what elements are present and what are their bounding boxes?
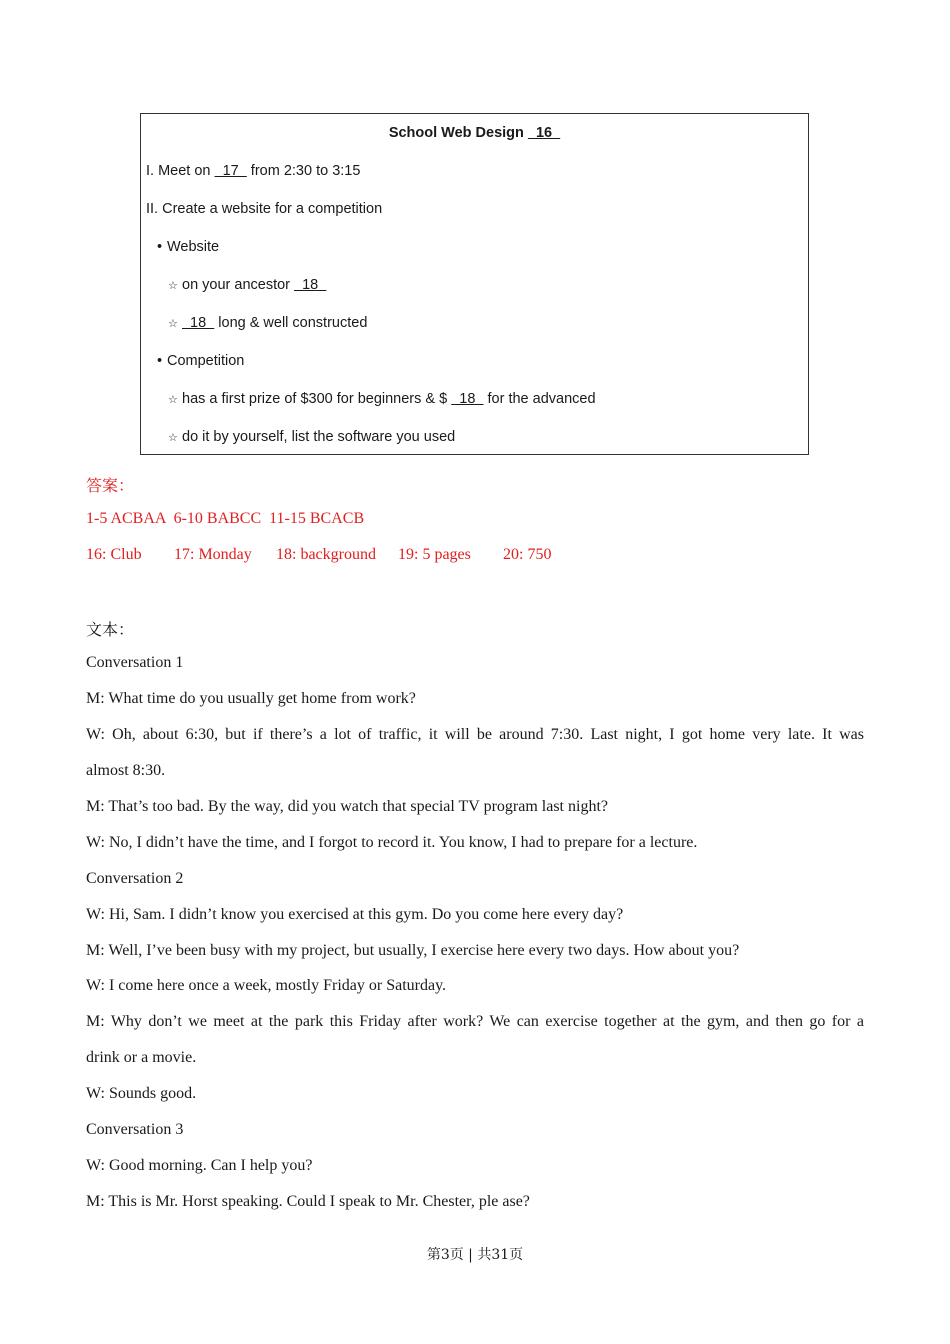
blank-18a: 18 xyxy=(294,277,327,293)
meet-line: I. Meet on 17 from 2:30 to 3:15 xyxy=(146,163,361,179)
answer-20: 20: 750 xyxy=(503,546,552,563)
blank-18c: 18 xyxy=(451,391,484,407)
transcript-line: M: What time do you usually get home from work? xyxy=(86,690,416,707)
blank-18b: 18 xyxy=(182,315,215,331)
conversation-2-heading: Conversation 2 xyxy=(86,870,184,887)
section-2-heading: II. Create a website for a competition xyxy=(146,201,383,217)
transcript-line: W: Oh, about 6:30, but if there’s a lot of traffic, it will be around 7:30. Last night, I got home very late. It was xyxy=(86,726,864,743)
star-icon: ☆ xyxy=(168,318,178,330)
star-icon: ☆ xyxy=(168,432,178,444)
transcript-line: almost 8:30. xyxy=(86,762,166,779)
blank-17: 17 xyxy=(214,163,247,179)
bullet-icon: • xyxy=(157,353,163,369)
page-footer: 第3页 | 共31页 xyxy=(426,1247,524,1263)
prize-item: ☆ has a first prize of $300 for beginners & $ 18 for the advanced xyxy=(168,391,596,407)
blank-16: 16 xyxy=(527,125,561,141)
transcript-line: M: That’s too bad. By the way, did you watch that special TV program last night? xyxy=(86,798,608,815)
transcript-line: W: I come here once a week, mostly Friday or Saturday. xyxy=(86,977,447,994)
transcript-heading: 文本： xyxy=(86,622,135,639)
answers-heading: 答案： xyxy=(86,478,135,495)
transcript-line: W: Good morning. Can I help you? xyxy=(86,1157,313,1174)
yourself-item: ☆ do it by yourself, list the software you used xyxy=(168,429,456,445)
star-icon: ☆ xyxy=(168,280,178,292)
answer-16: 16: Club xyxy=(86,546,142,563)
star-icon: ☆ xyxy=(168,394,178,406)
long-item: ☆ 18 long & well constructed xyxy=(168,315,368,331)
transcript-line: drink or a movie. xyxy=(86,1049,197,1066)
ancestor-item: ☆ on your ancestor 18 xyxy=(168,277,327,293)
answer-18: 18: background xyxy=(276,546,376,563)
transcript-line: M: This is Mr. Horst speaking. Could I speak to Mr. Chester, ple ase? xyxy=(86,1193,530,1210)
transcript-line: M: Why don’t we meet at the park this Friday after work? We can exercise together at the gym, and then go for a xyxy=(86,1013,864,1030)
competition-item: • Competition xyxy=(157,353,245,369)
transcript-line: W: No, I didn’t have the time, and I forgot to record it. You know, I had to prepare for a lecture. xyxy=(86,834,698,851)
answer-17: 17: Monday xyxy=(174,546,252,563)
answers-line-1: 1-5 ACBAA 6-10 BABCC 11-15 BCACB xyxy=(86,510,365,527)
transcript-line: W: Hi, Sam. I didn’t know you exercised at this gym. Do you come here every day? xyxy=(86,906,624,923)
web-design-form xyxy=(140,113,809,455)
answers-line-2 xyxy=(86,546,551,564)
bullet-icon: • xyxy=(157,239,163,255)
form-title: School Web Design 16 xyxy=(388,125,561,141)
website-item: • Website xyxy=(157,239,220,255)
conversation-3-heading: Conversation 3 xyxy=(86,1121,184,1138)
transcript-line: W: Sounds good. xyxy=(86,1085,197,1102)
transcript-line: M: Well, I’ve been busy with my project, but usually, I exercise here every two days. How about you? xyxy=(86,942,740,959)
conversation-1-heading: Conversation 1 xyxy=(86,654,184,671)
answer-19: 19: 5 pages xyxy=(398,546,471,563)
